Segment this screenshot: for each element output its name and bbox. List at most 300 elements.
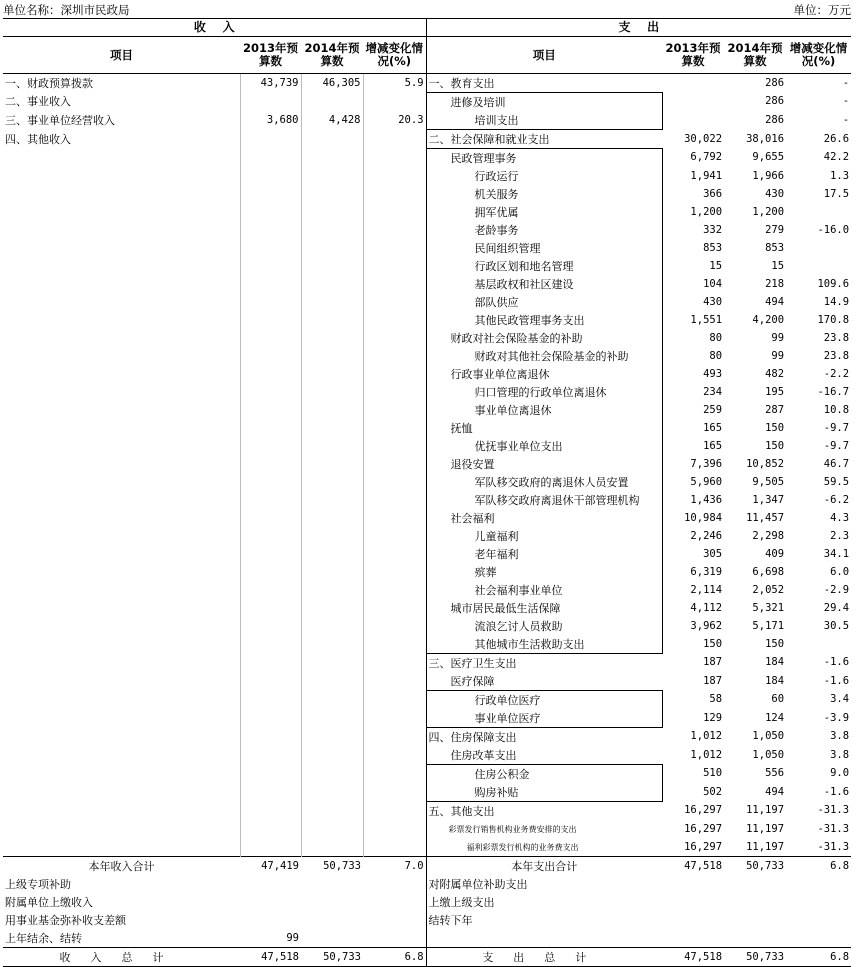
expense-2013-value: 510 [703, 767, 723, 780]
expense-change-value: 9.0 [830, 767, 850, 780]
currency-unit-label: 单位：万元 [793, 3, 851, 17]
income-2014-value [301, 672, 363, 691]
income-2013-value [240, 311, 301, 329]
table-row [3, 893, 851, 911]
expense-item-name: 三、医疗卫生支出 [426, 654, 662, 673]
income-change-value [363, 473, 426, 491]
table-row [3, 347, 851, 365]
expense-change-value: 46.7 [823, 457, 850, 470]
income-change-value [363, 691, 426, 710]
income-2013-value [240, 365, 301, 383]
expense-2014-value: 184 [765, 656, 785, 669]
expense-change-value: -2.2 [823, 367, 850, 380]
income-2014-value: 46,305 [301, 74, 363, 93]
table-row [3, 654, 851, 673]
tail-expense-2013 [662, 929, 724, 948]
table-row [3, 365, 851, 383]
grand-income-2014: 50,733 [301, 948, 363, 967]
income-2014-value [301, 563, 363, 581]
table-row [3, 802, 851, 821]
income-2014-value [301, 437, 363, 455]
expense-change-value: -9.7 [823, 421, 850, 434]
income-2014-value [301, 401, 363, 419]
income-item-col-header: 项目 [3, 37, 240, 74]
income-change-value [363, 203, 426, 221]
expense-change-value: 26.6 [823, 132, 850, 145]
income-2013-value [240, 672, 301, 691]
expense-2014-value: 15 [771, 259, 785, 272]
income-2013-value [240, 437, 301, 455]
expense-2014-value: 4,200 [752, 313, 785, 326]
expense-2013-value: 58 [709, 693, 723, 706]
expense-change-value: -31.3 [817, 840, 850, 853]
tail-expense-2014 [724, 929, 786, 948]
grand-expense-change: 6.8 [786, 948, 851, 967]
expense-2013-value: 3,962 [690, 619, 723, 632]
table-row [3, 820, 851, 838]
expense-change-value: 42.2 [823, 151, 850, 164]
report-header-bar [3, 2, 851, 18]
expense-2014-value: 38,016 [746, 132, 785, 145]
section-header-row [3, 19, 851, 37]
expense-change-value: 3.8 [830, 748, 850, 761]
income-item-name [3, 581, 240, 599]
income-2014-value [301, 455, 363, 473]
expense-2013-value: 10,984 [684, 511, 723, 524]
expense-change-value: - [842, 76, 850, 89]
tail-expense-change [786, 875, 851, 893]
tail-income-name: 附属单位上缴收入 [5, 895, 93, 909]
income-2014-value [301, 365, 363, 383]
income-change-col-header: 增减变化情况(%) [363, 37, 426, 74]
income-change-value [363, 802, 426, 821]
table-row [3, 257, 851, 275]
expense-2013-value: 165 [703, 439, 723, 452]
income-2013-value [240, 491, 301, 509]
expense-2013-value: 853 [703, 241, 723, 254]
table-row [3, 419, 851, 437]
tail-income-2013 [240, 893, 301, 911]
income-2014-value [301, 691, 363, 710]
tail-expense-change [786, 929, 851, 948]
expense-2013-value: 430 [703, 295, 723, 308]
expense-change-value: -16.0 [817, 223, 850, 236]
income-2014-value [301, 257, 363, 275]
table-row [3, 275, 851, 293]
year-income-total-2014: 50,733 [301, 857, 363, 876]
expense-item-name: 事业单位离退休 [426, 401, 662, 419]
table-row [3, 545, 851, 563]
income-change-value [363, 581, 426, 599]
grand-income-label: 收入总计 [3, 948, 240, 967]
grand-expense-2013: 47,518 [662, 948, 724, 967]
expense-2013-value: 4,112 [690, 601, 723, 614]
expense-change-value [786, 257, 851, 275]
income-2013-value [240, 802, 301, 821]
expense-item-name: 进修及培训 [426, 93, 662, 112]
expense-change-value: 34.1 [823, 547, 850, 560]
income-item-name [3, 820, 240, 838]
expense-item-name: 儿童福利 [426, 527, 662, 545]
expense-change-value: 3.4 [830, 693, 850, 706]
expense-2014-value: 1,050 [752, 730, 785, 743]
income-item-name [3, 329, 240, 347]
income-2014-value [301, 221, 363, 239]
tail-expense-change [786, 911, 851, 929]
table-row [3, 599, 851, 617]
expense-item-name: 机关服务 [426, 185, 662, 203]
income-2014-value [301, 311, 363, 329]
income-2013-value [240, 599, 301, 617]
income-2013-value [240, 329, 301, 347]
income-2014-value [301, 329, 363, 347]
table-row [3, 617, 851, 635]
income-2013-value [240, 691, 301, 710]
expense-section-header: 支 出 [426, 19, 851, 37]
income-2014-value [301, 527, 363, 545]
expense-2013-value: 5,960 [690, 475, 723, 488]
table-row [3, 691, 851, 710]
income-change-value [363, 563, 426, 581]
expense-2014-value: 11,457 [746, 511, 785, 524]
income-2014-value: 4,428 [301, 111, 363, 130]
income-item-name [3, 221, 240, 239]
income-item-name [3, 672, 240, 691]
income-2013-value [240, 185, 301, 203]
expense-2014-value: 9,655 [752, 151, 785, 164]
grand-income-2013: 47,518 [240, 948, 301, 967]
income-item-name [3, 293, 240, 311]
expense-2014-value: 409 [765, 547, 785, 560]
income-2014-value [301, 203, 363, 221]
expense-item-name: 行政运行 [426, 167, 662, 185]
tail-income-change [363, 929, 426, 948]
expense-2014-value: 11,197 [746, 822, 785, 835]
income-change-value [363, 635, 426, 654]
income-2014-value [301, 347, 363, 365]
income-item-name [3, 239, 240, 257]
expense-change-value: -1.6 [823, 674, 850, 687]
income-item-name: 二、事业收入 [3, 93, 240, 112]
grand-expense-label: 支出总计 [426, 948, 662, 967]
expense-2014-value: 1,200 [752, 205, 785, 218]
expense-item-name: 住房改革支出 [426, 746, 662, 765]
income-2013-value [240, 820, 301, 838]
tail-expense-2014 [724, 911, 786, 929]
expense-2013-value: 7,396 [690, 457, 723, 470]
tail-expense-name: 上缴上级支出 [426, 893, 662, 911]
income-2013-value [240, 239, 301, 257]
expense-2013-value: 332 [703, 223, 723, 236]
expense-item-name: 流浪乞讨人员救助 [426, 617, 662, 635]
table-row [3, 74, 851, 93]
expense-change-value: 2.3 [830, 529, 850, 542]
income-change-value [363, 437, 426, 455]
expense-2013-value: 16,297 [684, 840, 723, 853]
expense-2013-value: 187 [703, 674, 723, 687]
expense-2013-value: 305 [703, 547, 723, 560]
expense-2013-value: 1,551 [690, 313, 723, 326]
expense-item-name: 抚恤 [426, 419, 662, 437]
income-2014-value [301, 509, 363, 527]
tail-income-name: 上级专项补助 [5, 877, 71, 891]
income-change-value [363, 329, 426, 347]
table-row [3, 221, 851, 239]
expense-2013-value: 2,114 [690, 583, 723, 596]
income-change-value [363, 746, 426, 765]
income-2014-value [301, 419, 363, 437]
expense-change-value: 17.5 [823, 187, 850, 200]
budget-table [3, 18, 851, 967]
expense-2013-value: 1,941 [690, 169, 723, 182]
expense-item-name: 二、社会保障和就业支出 [426, 130, 662, 149]
tail-expense-2014 [724, 875, 786, 893]
income-2013-value [240, 527, 301, 545]
income-change-value [363, 728, 426, 747]
expense-change-value: 59.5 [823, 475, 850, 488]
income-2014-value [301, 293, 363, 311]
tail-expense-name: 结转下年 [426, 911, 662, 929]
income-change-value [363, 509, 426, 527]
expense-change-value: -31.3 [817, 804, 850, 817]
expense-change-value: - [842, 95, 850, 108]
expense-2014-value: 2,052 [752, 583, 785, 596]
income-item-name [3, 765, 240, 784]
table-row [3, 783, 851, 802]
income-item-name [3, 545, 240, 563]
expense-item-name: 住房公积金 [426, 765, 662, 784]
expense-2013-value: 1,200 [690, 205, 723, 218]
expense-2014-value: 853 [765, 241, 785, 254]
income-2014-value [301, 617, 363, 635]
tail-expense-2013 [662, 893, 724, 911]
expense-item-name: 彩票发行销售机构业务费安排的支出 [426, 820, 662, 838]
unit-name-label: 单位名称：深圳市民政局 [3, 3, 130, 17]
expense-item-name: 培训支出 [426, 111, 662, 130]
table-row [3, 239, 851, 257]
column-header-row [3, 37, 851, 74]
tail-income-2014 [301, 929, 363, 948]
income-item-name [3, 437, 240, 455]
expense-2013-value: 80 [709, 349, 723, 362]
table-row [3, 93, 851, 112]
income-2013-value [240, 93, 301, 112]
income-2014-value [301, 581, 363, 599]
table-row [3, 746, 851, 765]
income-2014-value [301, 746, 363, 765]
income-item-name [3, 617, 240, 635]
expense-item-name: 四、住房保障支出 [426, 728, 662, 747]
income-2014-value [301, 765, 363, 784]
tail-income-2013 [240, 875, 301, 893]
expense-item-name: 老龄事务 [426, 221, 662, 239]
year-total-row [3, 857, 851, 876]
table-row [3, 185, 851, 203]
tail-expense-2013 [662, 911, 724, 929]
income-2013-value [240, 455, 301, 473]
income-change-value [363, 221, 426, 239]
income-change-value [363, 293, 426, 311]
table-row [3, 728, 851, 747]
expense-2014-value: 1,050 [752, 748, 785, 761]
expense-2014-value: 1,347 [752, 493, 785, 506]
expense-2013-value: 6,792 [690, 151, 723, 164]
table-row [3, 672, 851, 691]
income-change-value [363, 491, 426, 509]
expense-2014-value: 60 [771, 693, 785, 706]
tail-expense-2013 [662, 875, 724, 893]
income-item-name: 四、其他收入 [3, 130, 240, 149]
income-2014-value [301, 599, 363, 617]
expense-item-name: 拥军优属 [426, 203, 662, 221]
income-2013-value [240, 838, 301, 857]
income-change-value [363, 149, 426, 168]
tail-expense-change [786, 893, 851, 911]
income-change-value [363, 709, 426, 728]
income-2014-value [301, 167, 363, 185]
expense-2014-value: 124 [765, 711, 785, 724]
income-change-value [363, 599, 426, 617]
expense-item-col-header: 项目 [426, 37, 662, 74]
table-row [3, 838, 851, 857]
income-change-value [363, 672, 426, 691]
income-change-value [363, 383, 426, 401]
expense-change-value: 170.8 [817, 313, 850, 326]
table-row [3, 329, 851, 347]
income-change-value [363, 654, 426, 673]
expense-2013-value: 15 [709, 259, 723, 272]
income-item-name [3, 838, 240, 857]
income-section-header: 收 入 [3, 19, 426, 37]
expense-change-value: -3.9 [823, 711, 850, 724]
year-expense-total-2014: 50,733 [724, 857, 786, 876]
expense-change-value: 29.4 [823, 601, 850, 614]
expense-2013-value: 1,012 [690, 730, 723, 743]
income-2013-value [240, 257, 301, 275]
table-row [3, 311, 851, 329]
table-row [3, 509, 851, 527]
expense-item-name: 财政对社会保险基金的补助 [426, 329, 662, 347]
income-2014-value [301, 545, 363, 563]
income-item-name: 一、财政预算拨款 [3, 74, 240, 93]
income-change-value [363, 311, 426, 329]
expense-2014-value: 218 [765, 277, 785, 290]
expense-2014-col-header: 2014年预算数 [724, 37, 786, 74]
tail-income-2013: 99 [286, 931, 299, 944]
income-item-name [3, 167, 240, 185]
expense-item-name: 社会福利事业单位 [426, 581, 662, 599]
expense-2014-value: 5,171 [752, 619, 785, 632]
expense-item-name: 部队供应 [426, 293, 662, 311]
expense-2013-value: 234 [703, 385, 723, 398]
income-item-name [3, 365, 240, 383]
expense-2013-value [662, 74, 724, 93]
expense-item-name: 老年福利 [426, 545, 662, 563]
income-2014-value [301, 239, 363, 257]
expense-item-name: 社会福利 [426, 509, 662, 527]
expense-2013-value: 30,022 [684, 132, 723, 145]
table-row [3, 111, 851, 130]
table-row [3, 383, 851, 401]
expense-change-value: - [842, 113, 850, 126]
income-item-name [3, 802, 240, 821]
expense-2014-value: 5,321 [752, 601, 785, 614]
expense-change-value: 23.8 [823, 331, 850, 344]
income-item-name [3, 455, 240, 473]
income-change-value: 5.9 [404, 76, 424, 89]
income-item-name [3, 527, 240, 545]
income-2013-value [240, 347, 301, 365]
income-item-name [3, 275, 240, 293]
income-item-name [3, 203, 240, 221]
expense-2013-value: 1,012 [690, 748, 723, 761]
expense-2013-value: 16,297 [684, 822, 723, 835]
expense-2014-value: 99 [771, 331, 785, 344]
income-2013-value [240, 221, 301, 239]
expense-change-value: -31.3 [817, 822, 850, 835]
tail-income-change [363, 911, 426, 929]
expense-item-name: 军队移交政府离退休干部管理机构 [426, 491, 662, 509]
expense-item-name: 军队移交政府的离退休人员安置 [426, 473, 662, 491]
expense-change-col-header: 增减变化情况(%) [786, 37, 851, 74]
income-2013-value [240, 473, 301, 491]
income-2013-value [240, 419, 301, 437]
expense-change-value: -6.2 [823, 493, 850, 506]
income-change-value [363, 527, 426, 545]
income-2013-value [240, 275, 301, 293]
table-row [3, 130, 851, 149]
expense-item-name: 行政单位医疗 [426, 691, 662, 710]
year-expense-total-label: 本年支出合计 [426, 857, 662, 876]
table-row [3, 149, 851, 168]
expense-change-value: 14.9 [823, 295, 850, 308]
income-2013-value: 43,739 [240, 74, 301, 93]
tail-expense-name: 对附属单位补助支出 [426, 875, 662, 893]
table-row [3, 527, 851, 545]
expense-change-value: -1.6 [823, 785, 850, 798]
expense-2014-value: 99 [771, 349, 785, 362]
expense-2014-value: 430 [765, 187, 785, 200]
expense-2013-value: 104 [703, 277, 723, 290]
expense-item-name: 其他民政管理事务支出 [426, 311, 662, 329]
income-item-name [3, 347, 240, 365]
income-change-value [363, 130, 426, 149]
expense-2013-value: 129 [703, 711, 723, 724]
income-2013-value [240, 563, 301, 581]
income-2013-value [240, 783, 301, 802]
income-change-value [363, 239, 426, 257]
expense-2014-value: 1,966 [752, 169, 785, 182]
expense-2014-value: 195 [765, 385, 785, 398]
tail-income-name: 用事业基金弥补收支差额 [5, 913, 126, 927]
income-change-value [363, 275, 426, 293]
table-row [3, 563, 851, 581]
expense-2014-value: 184 [765, 674, 785, 687]
income-2014-value [301, 709, 363, 728]
tail-income-change [363, 875, 426, 893]
income-2014-value [301, 185, 363, 203]
income-2013-value [240, 635, 301, 654]
expense-change-value [786, 239, 851, 257]
expense-item-name: 五、其他支出 [426, 802, 662, 821]
income-2013-value [240, 293, 301, 311]
expense-2013-value: 187 [703, 656, 723, 669]
expense-2014-value: 11,197 [746, 840, 785, 853]
expense-change-value: 6.0 [830, 565, 850, 578]
grand-income-change: 6.8 [363, 948, 426, 967]
income-item-name [3, 599, 240, 617]
expense-2013-value: 366 [703, 187, 723, 200]
